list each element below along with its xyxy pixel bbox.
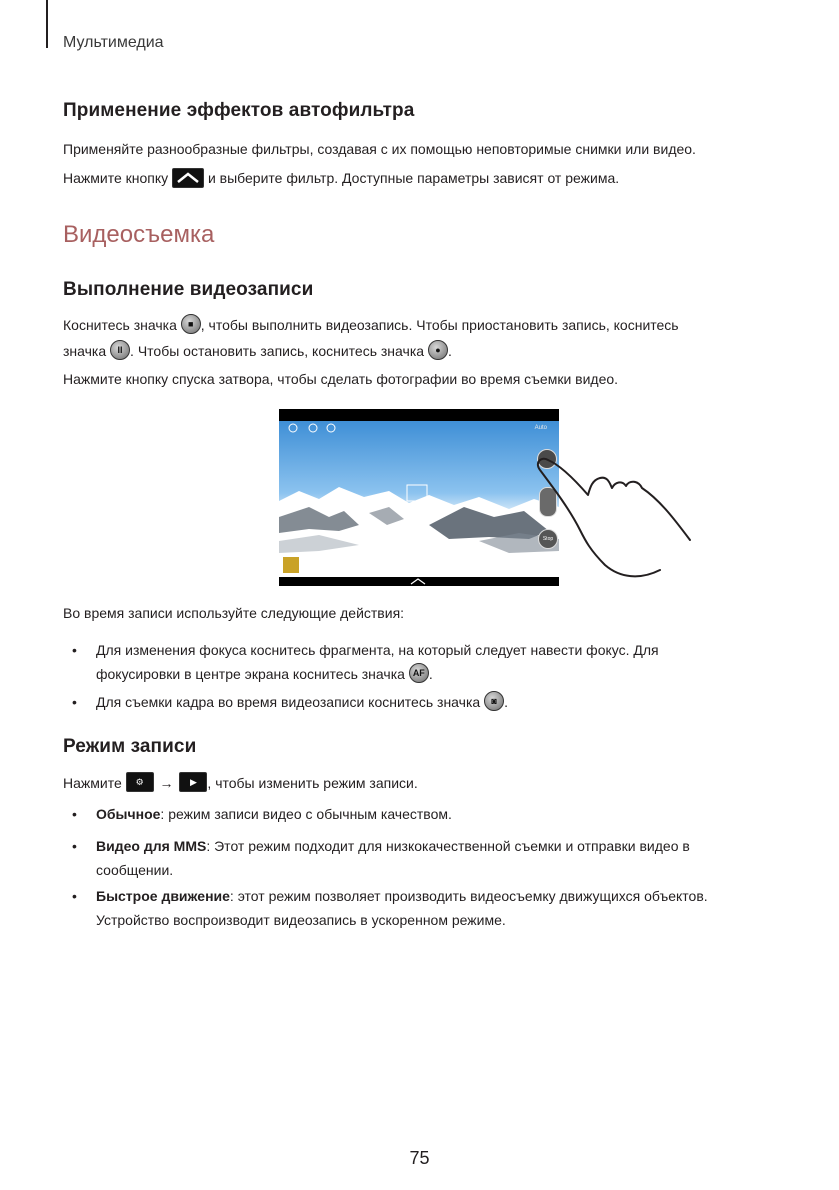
page-number: 75 xyxy=(409,1148,430,1168)
mode-item-normal-desc: : режим записи видео с обычным качеством. xyxy=(160,806,452,822)
chapter-title: Видеосъемка xyxy=(63,221,215,248)
recording-text-b: , чтобы выполнить видеозапись. Чтобы приостановить запись, коснитесь xyxy=(200,317,679,333)
mode-item-mms-desc: : Этот режим подходит для низкокачественной съемки и отправки видео в xyxy=(206,838,690,854)
mode-item-mms: • Видео для MMS: Этот режим подходит для низкокачественной съемки и отправки видео в сообщении. xyxy=(72,838,690,878)
actions-bullet-2-text-b: . xyxy=(504,694,508,710)
screenshot-chevron-up-icon[interactable] xyxy=(409,578,427,585)
gear-icon: ⚙ xyxy=(126,772,154,792)
capture-icon: ◙ xyxy=(484,691,504,711)
recording-text-c: значка xyxy=(63,343,107,359)
mode-intro-text-b: , чтобы изменить режим записи. xyxy=(207,775,418,791)
filters-text-after: и выберите фильтр. Доступные параметры зависят от режима. xyxy=(207,170,620,186)
mode-item-mms-term: Видео для MMS xyxy=(96,838,207,854)
screenshot-topbar xyxy=(279,409,559,421)
filters-text-before: Нажмите кнопку xyxy=(63,170,169,186)
recording-paragraph-1 xyxy=(63,312,779,364)
recording-text-d: . Чтобы остановить запись, коснитесь значка xyxy=(130,343,425,359)
margin-rule xyxy=(46,0,48,48)
record-icon: ■ xyxy=(181,314,201,334)
mode-intro-text-a: Нажмите xyxy=(63,775,122,791)
actions-bullet-1-text-c: . xyxy=(428,666,433,682)
actions-bullet-1: • Для изменения фокуса коснитесь фрагмента, на который следует навести фокус. Для фокусировки в центре экрана коснитесь значка AF . xyxy=(72,642,659,682)
focus-icon: AF xyxy=(409,663,429,683)
mode-item-fast-desc2: Устройство воспроизводит видеозапись в ускоренном режиме. xyxy=(96,912,506,928)
stop-icon: ● xyxy=(428,340,448,360)
camera-screenshot xyxy=(279,409,559,586)
section-header: Мультимедиа xyxy=(63,34,164,51)
arrow-right: → xyxy=(159,775,174,791)
recording-text-e: . xyxy=(447,343,452,359)
mode-heading: Режим записи xyxy=(63,736,197,757)
filters-paragraph-2 xyxy=(63,165,779,191)
mode-intro xyxy=(63,770,779,796)
pointing-hand-icon xyxy=(530,440,700,580)
actions-bullet-2-text-a: Для съемки кадра во время видеозаписи коснитесь значка xyxy=(96,694,481,710)
filters-heading: Применение эффектов автофильтра xyxy=(63,100,415,121)
mode-item-fast-term: Быстрое движение xyxy=(96,888,230,904)
actions-intro: Во время записи используйте следующие действия: xyxy=(63,605,405,621)
mode-item-normal: • Обычное: режим записи видео с обычным качеством. xyxy=(72,806,452,822)
screenshot-settings-icons xyxy=(285,421,345,435)
recording-heading: Выполнение видеозаписи xyxy=(63,279,314,300)
mode-item-fast: • Быстрое движение: этот режим позволяет производить видеосъемку движущихся объектов. Устройство воспроизводит видеозапись в ускоренном режиме. xyxy=(72,888,708,928)
recording-paragraph-2: Нажмите кнопку спуска затвора, чтобы сделать фотографии во время съемки видео. xyxy=(63,371,619,387)
screenshot-mode-label: Auto xyxy=(534,425,547,431)
pause-icon: II xyxy=(110,340,130,360)
screenshot-stop-button[interactable]: Stop xyxy=(538,529,558,549)
mode-item-fast-desc: : этот режим позволяет производить видеосъемку движущихся объектов. xyxy=(229,888,708,904)
recording-text-a: Коснитесь значка xyxy=(63,317,177,333)
mode-item-mms-desc2: сообщении. xyxy=(96,862,174,878)
chevron-up-icon xyxy=(172,168,204,188)
screenshot-gallery-thumbnail[interactable] xyxy=(283,557,299,573)
filters-paragraph-1: Применяйте разнообразные фильтры, создавая с их помощью неповторимые снимки или видео. xyxy=(63,141,696,157)
actions-bullet-1-text-b: фокусировки в центре экрана коснитесь значка xyxy=(96,666,405,682)
actions-bullet-1-text-a: Для изменения фокуса коснитесь фрагмента, на который следует навести фокус. Для xyxy=(96,642,659,658)
actions-bullet-2: • Для съемки кадра во время видеозаписи коснитесь значка ◙ . xyxy=(72,690,783,714)
mode-item-normal-term: Обычное xyxy=(96,806,161,822)
video-mode-icon: ▶ xyxy=(179,772,207,792)
mountain-landscape xyxy=(279,421,559,581)
